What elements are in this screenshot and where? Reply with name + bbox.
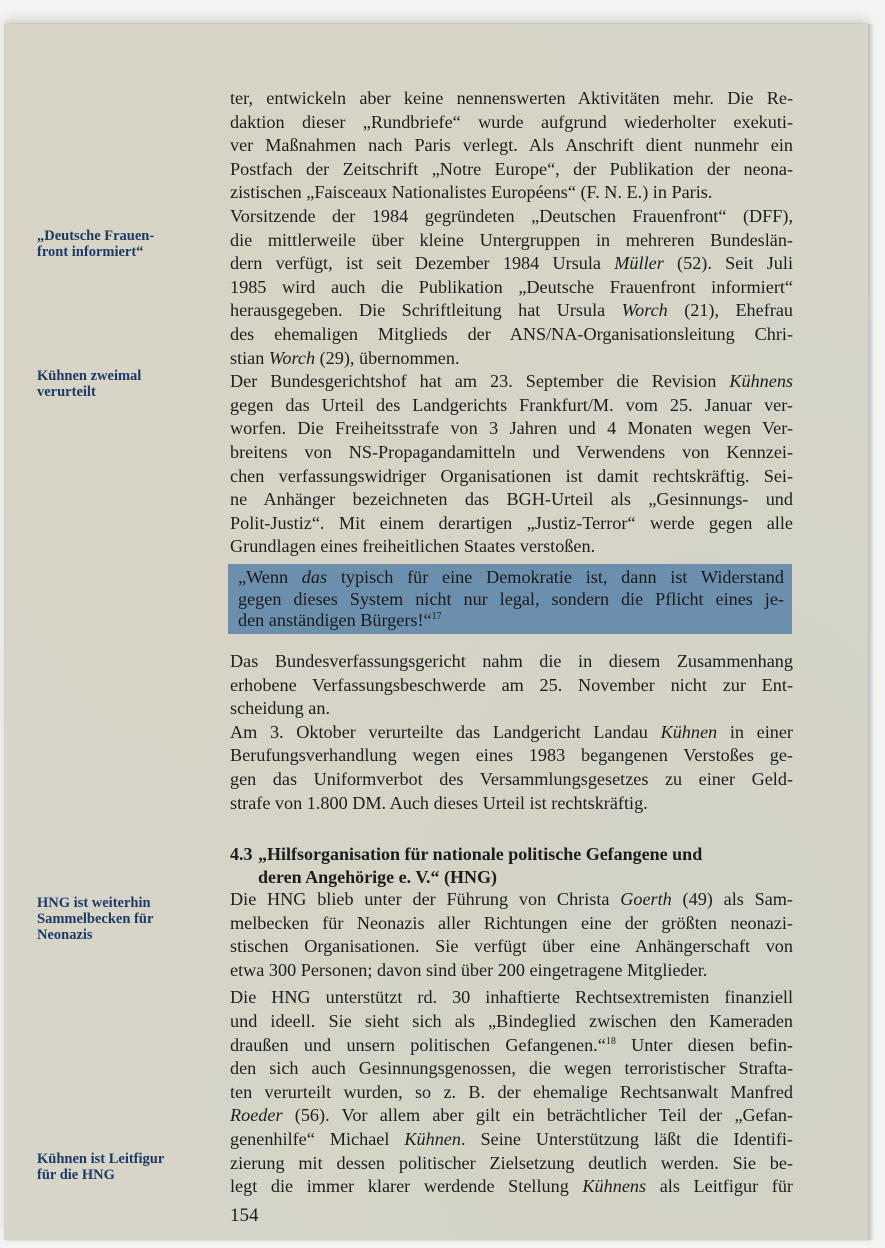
margin-note-hng-sammelbecken: [37, 895, 207, 943]
text-span: (21), Ehefrau: [667, 300, 793, 321]
text-line: erhobene Verfassungsbeschwerde am 25. November nicht zur Ent-: [230, 674, 793, 695]
text-line: Polit-Justiz“. Mit einem derartigen „Justiz-Terror“ werde gegen alle: [230, 512, 793, 533]
text-line: chen verfassungswidriger Organisationen ist damit rechtskräftig. Sei-: [230, 465, 793, 486]
text-line: 1985 wird auch die Publikation „Deutsche Frauenfront informiert“: [230, 276, 793, 297]
text-line: [230, 1104, 793, 1128]
paragraph-rundbriefe: [230, 87, 793, 205]
text-span: (49) als Sam-: [671, 889, 793, 909]
text-line: [230, 370, 793, 394]
text-span: in einer: [717, 721, 793, 742]
text-line: gegen das Urteil des Landgerichts Frankfurt/M. vom 25. Januar ver-: [230, 394, 793, 415]
text-line: [230, 1128, 793, 1152]
person-name: Worch: [621, 300, 668, 321]
text-line: [230, 888, 793, 912]
person-name: Kühnens: [582, 1176, 647, 1197]
person-name: Kühnen: [404, 1128, 461, 1149]
text-line: [230, 347, 793, 371]
text-line: etwa 300 Personen; davon sind über 200 eingetragene Mitglieder.: [230, 959, 708, 980]
text-span: Am 3. Oktober verurteilte das Landgericht Landau: [230, 721, 661, 742]
text-line: gen das Uniformverbot des Versammlungsgesetzes zu einer Geld-: [230, 768, 793, 789]
scanned-page: [4, 24, 868, 1240]
text-span: (29), übernommen.: [315, 347, 460, 368]
text-span: dern verfügt, ist seit Dezember 1984 Ursula: [230, 253, 615, 274]
text-line: ten verurteilt wurden, so z. B. der ehemalige Rechtsanwalt Manfred: [230, 1081, 793, 1102]
margin-note-line: verurteilt: [37, 384, 96, 400]
text-line: breitens von NS-Propagandamitteln und Verwendens von Kennzei-: [230, 441, 793, 462]
text-span: legt die immer klarer werdende Stellung: [230, 1176, 583, 1197]
text-span: (52). Seit Juli: [663, 253, 793, 274]
emphasis: das: [301, 567, 328, 587]
heading-line: [230, 843, 793, 866]
text-line: Das Bundesverfassungsgericht nahm die in diesem Zusammenhang: [230, 651, 793, 671]
person-name: Kühnens: [729, 371, 793, 392]
text-span: herausgegeben. Die Schriftleitung hat Ursula: [230, 300, 622, 321]
text-line: Grundlagen eines freiheitlichen Staates verstoßen.: [230, 536, 596, 557]
body-text-block-1: [230, 87, 793, 559]
text-span: als Leitfigur für: [646, 1176, 793, 1197]
person-name: Kühnen: [660, 721, 718, 742]
text-line: die mittlerweile über kleine Untergruppen in mehreren Bundeslän-: [230, 229, 793, 250]
text-line: [238, 567, 784, 589]
person-name: Müller: [614, 253, 664, 274]
body-text-block-2: [230, 650, 793, 815]
text-line: [230, 1034, 793, 1058]
text-line: den sich auch Gesinnungsgenossen, die wegen terroristischer Strafta-: [230, 1058, 793, 1079]
section-heading-4-3: [230, 843, 793, 888]
margin-note-frauenfront: [37, 228, 207, 260]
text-span: (56). Vor allem aber gilt ein beträchtlicher Teil der „Gefan-: [282, 1105, 793, 1126]
text-line: ne Anhänger bezeichneten das BGH-Urteil als „Gesinnungs- und: [230, 489, 793, 510]
text-line: ter, entwickeln aber keine nennenswerten Aktivitäten mehr. Die Re-: [230, 88, 793, 108]
text-line: Die HNG unterstützt rd. 30 inhaftierte Rechtsextremisten finanziell: [230, 987, 793, 1008]
margin-note-kuehnen-verurteilt: [37, 368, 207, 400]
heading-text: deren Angehörige e. V.“ (HNG): [258, 866, 497, 887]
text-line: scheidung an.: [230, 698, 331, 719]
text-span: Unter diesen befin-: [615, 1034, 793, 1055]
margin-note-kuehnen-leitfigur: [37, 1151, 207, 1183]
text-line: des ehemaligen Mitglieds der ANS/NA-Organisationsleitung Chri-: [230, 323, 793, 344]
text-span: genenhilfe“ Michael: [230, 1128, 405, 1149]
text-line: Berufungsverhandlung wegen eines 1983 begangenen Verstoßes ge-: [230, 745, 793, 766]
text-line: melbecken für Neonazis aller Richtungen eine der größten neonazi-: [230, 912, 793, 933]
text-line: Postfach der Zeitschrift „Notre Europe“, der Publikation der neona-: [230, 158, 793, 179]
person-name: Goerth: [620, 889, 672, 909]
person-name: Worch: [268, 347, 316, 368]
text-line: [230, 299, 793, 323]
paragraph-hng-support: [230, 986, 793, 1198]
text-line: daktion dieser „Rundbriefe“ wurde aufgrund wiederholter exekuti-: [230, 111, 793, 132]
person-name: Roeder: [230, 1105, 283, 1126]
text-line: und ideell. Sie sieht sich als „Bindeglied zwischen den Kameraden: [230, 1010, 793, 1031]
footnote-marker: 17: [431, 611, 442, 622]
text-span: Die HNG blieb unter der Führung von Christa: [230, 889, 621, 909]
text-line: strafe von 1.800 DM. Auch dieses Urteil ist rechtskräftig.: [230, 792, 648, 813]
margin-note-line: Kühnen zweimal: [37, 368, 142, 384]
heading-text: „Hilfsorganisation für nationale politische Gefangene und: [258, 844, 703, 864]
paragraph-frauenfront: [230, 205, 793, 370]
margin-note-line: „Deutsche Frauen-: [37, 228, 155, 244]
text-line: gegen dieses System nicht nur legal, sondern die Pflicht eines je-: [238, 588, 784, 609]
text-line: zierung mit dessen politischer Zielsetzung deutlich werden. Sie be-: [230, 1152, 793, 1173]
text-line: Vorsitzende der 1984 gegründeten „Deutschen Frauenfront“ (DFF),: [230, 205, 793, 226]
text-span: stian: [230, 347, 269, 368]
paragraph-hng-goerth: [230, 888, 793, 982]
text-span: Der Bundesgerichtshof hat am 23. September die Revision: [230, 371, 730, 392]
text-line: worfen. Die Freiheitsstrafe von 3 Jahren und 4 Monaten wegen Ver-: [230, 418, 793, 439]
highlighted-quote: [228, 564, 792, 634]
footnote-marker: 18: [605, 1035, 616, 1047]
text-line: [230, 1175, 793, 1199]
margin-note-line: für die HNG: [37, 1167, 115, 1183]
text-line: ver Maßnahmen nach Paris verlegt. Als Anschrift dient nunmehr ein: [230, 135, 793, 156]
text-line: [238, 610, 784, 632]
text-line: stischen Organisationen. Sie verfügt über eine Anhängerschaft von: [230, 936, 793, 957]
page-number: 154: [230, 1205, 259, 1226]
margin-note-line: Sammelbecken für: [37, 911, 154, 927]
margin-note-line: Neonazis: [37, 927, 93, 943]
paragraph-bverfg: [230, 650, 793, 721]
margin-note-line: front informiert“: [37, 244, 144, 260]
text-span: den anständigen Bürgers!“: [238, 610, 432, 630]
text-span: „Wenn: [238, 567, 302, 587]
paragraph-bgh-revision: [230, 370, 793, 559]
section-number: 4.3: [230, 844, 253, 864]
paragraph-landau: [230, 721, 793, 815]
text-line: [230, 721, 793, 745]
body-text-block-3: [230, 888, 793, 1199]
text-line: zistischen „Faisceaux Nationalistes Européens“ (F. N. E.) in Paris.: [230, 182, 713, 203]
margin-note-line: HNG ist weiterhin: [37, 895, 151, 911]
margin-note-line: Kühnen ist Leitfigur: [37, 1151, 165, 1167]
text-line: [230, 252, 793, 276]
text-span: . Seine Unterstützung läßt die Identifi-: [460, 1128, 793, 1149]
text-span: typisch für eine Demokratie ist, dann ist Widerstand: [327, 567, 784, 587]
text-span: draußen und unsern politischen Gefangenen.“: [230, 1034, 606, 1055]
